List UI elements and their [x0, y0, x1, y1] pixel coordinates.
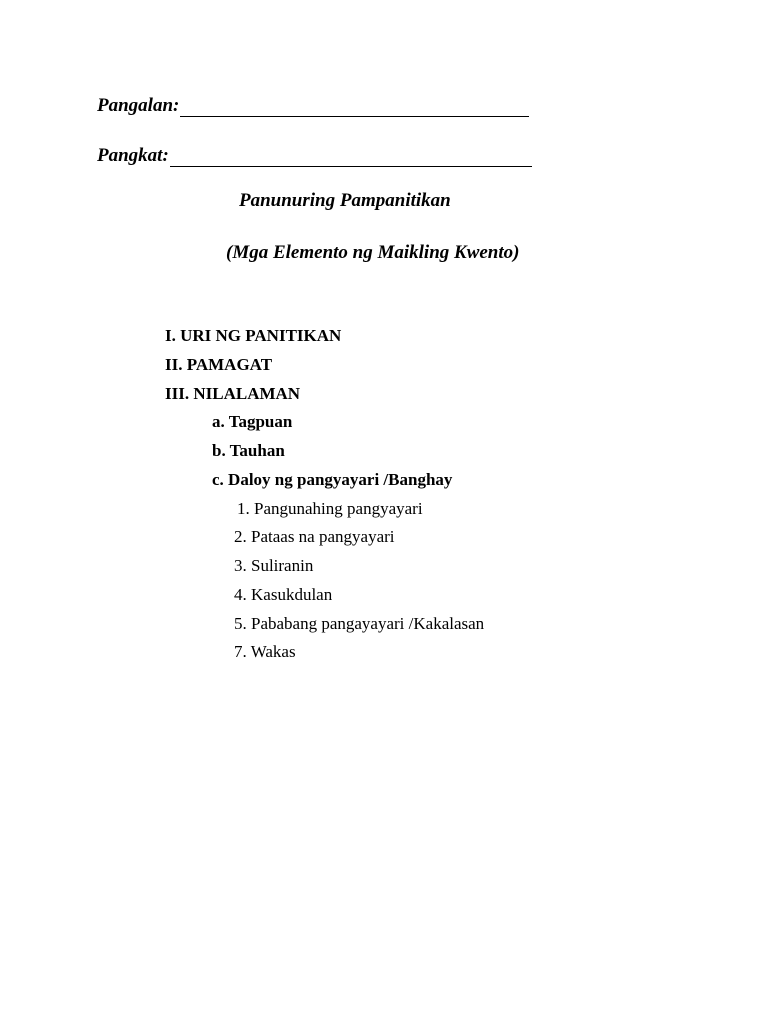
document-subtitle: (Mga Elemento ng Maikling Kwento)	[226, 242, 520, 263]
outline-subitem-tauhan: b. Tauhan	[212, 441, 285, 460]
outline-step-3: 3. Suliranin	[234, 556, 314, 575]
section-blank-line[interactable]	[170, 148, 532, 167]
name-label: Pangalan:	[97, 95, 180, 116]
outline-step-1: 1. Pangunahing pangyayari	[237, 499, 423, 518]
section-field	[97, 145, 532, 167]
outline-item-nilalaman: III. NILALAMAN	[165, 384, 301, 403]
section-label: Pangkat:	[97, 145, 169, 166]
outline-step-2: 2. Pataas na pangyayari	[234, 527, 395, 546]
outline-step-4: 4. Kasukdulan	[234, 585, 333, 604]
outline-step-5: 5. Pababang pangayayari /Kakalasan	[234, 614, 485, 633]
outline-item-uri-ng-panitikan: I. URI NG PANITIKAN	[165, 326, 342, 345]
outline-subitem-daloy: c. Daloy ng pangyayari /Banghay	[212, 470, 453, 489]
outline-item-pamagat: II. PAMAGAT	[165, 355, 273, 374]
outline-subitem-tagpuan: a. Tagpuan	[212, 412, 293, 431]
document-title: Panunuring Pampanitikan	[239, 190, 451, 211]
name-blank-line[interactable]	[180, 98, 529, 117]
name-field	[97, 95, 529, 117]
outline-step-7: 7. Wakas	[234, 642, 296, 661]
